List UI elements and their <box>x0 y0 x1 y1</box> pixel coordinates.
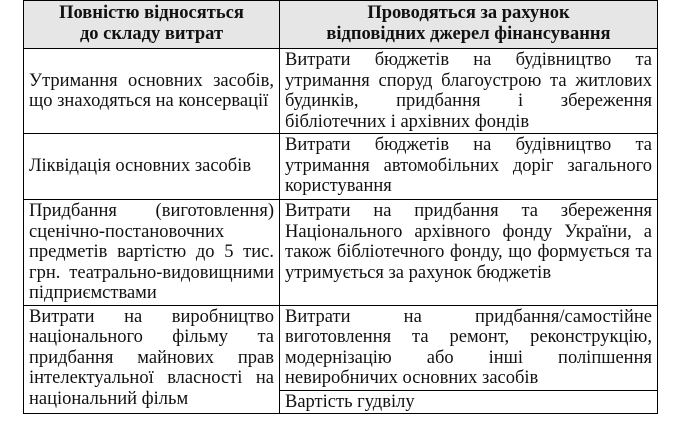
cell-left: Утримання основних засобів, що знаходяться на консервації <box>24 49 280 134</box>
header-left-line: Повністю відносяться <box>59 3 244 23</box>
cell-right: Витрати на придбання та збереження Національного архівного фонду України, а також бібліотечного фонду, що формується та утримується за рахунок бюджетів <box>280 200 658 306</box>
table-row <box>24 49 658 134</box>
table-row <box>24 305 658 390</box>
header-left-line: до складу витрат <box>79 24 224 44</box>
cell-left: Ліквідація основних засобів <box>24 134 280 200</box>
expenses-table <box>23 0 658 414</box>
header-right-line: відповідних джерел фінансування <box>326 24 611 44</box>
header-right <box>280 1 658 49</box>
header-left <box>24 1 280 49</box>
cell-right: Витрати бюджетів на будівництво та утримання споруд благоустрою та житлових будинків, придбання і збереження бібліотечних і архівних фондів <box>280 49 658 134</box>
cell-right: Вартість гудвілу <box>280 390 658 414</box>
cell-left: Придбання (виготовлення) сценічно-постановочних предметів вартістю до 5 тис. грн. театрально-видовищними підприємствами <box>24 200 280 306</box>
cell-left: Витрати на виробництво національного фільму та придбання майнових прав інтелектуальної власності на національний фільм <box>24 305 280 414</box>
cell-right: Витрати на придбання/самостійне виготовлення та ремонт, реконструкцію, модернізацію або інші поліпшення невиробничих основних засобів <box>280 305 658 390</box>
table-header-row <box>24 1 658 49</box>
header-right-line: Проводяться за рахунок <box>367 3 570 23</box>
table-row <box>24 134 658 200</box>
table-row <box>24 200 658 306</box>
cell-right: Витрати бюджетів на будівництво та утримання автомобільних доріг загального користування <box>280 134 658 200</box>
